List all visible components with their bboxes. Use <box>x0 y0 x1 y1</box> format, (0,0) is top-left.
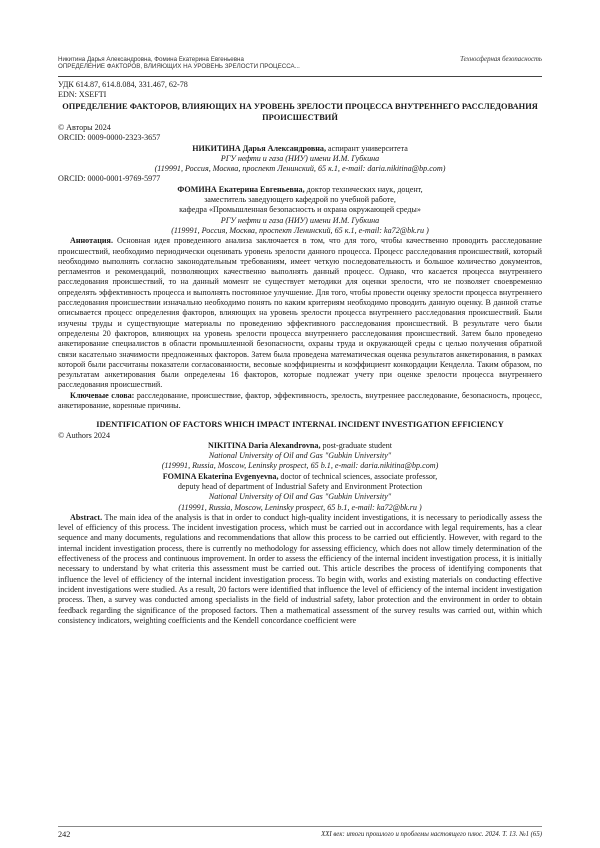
ru-abstract <box>58 236 542 390</box>
ru-author-2 <box>58 185 542 195</box>
en-author-2-position: deputy head of department of Industrial Safety and Environment Protection <box>177 482 423 491</box>
ru-author-1-org: РГУ нефти и газа (НИУ) имени И.М. Губкина <box>220 153 380 163</box>
en-author-2-role: doctor of technical sciences, associate professor, <box>278 471 438 481</box>
en-abstract-text: The main idea of the analysis is that in order to conduct high-quality incident investigations, it is necessary to periodically assess the level of efficiency of this process. The incident investigation process, which must be carried out in accordance with legal requirements, has a clear sequence and many documents, regulations and recommendations that allow this process to be carried out efficiently. However, with regard to the internal incident investigation process, there is currently no methodology for assessing efficiency, which does not allow timely determination of the effectiveness of the process and continuous improvement. In order to assess the efficiency of the internal incident investigation process, it is initially necessary to understand by what criteria this assessment must be carried out. This article describes the process of identifying components that influence the level of efficiency of the internal incident investigation process. To begin with, works and existing materials on conducting effective incident investigations were studied. As a result, 20 factors were identified that influence the level of efficiency of the internal incident investigation process. Then, a survey was conducted among specialists in the field of industrial safety, labor protection and the environment in order to obtain feedback regarding the significance of the proposed factors. Then a mathematical assessment of the survey results was carried out, within which consistency indicators, weighting coefficients and the Kendell concordance coefficient were <box>58 512 542 625</box>
en-abstract-label: Abstract. <box>70 512 103 522</box>
ru-abstract-text: Основная идея проведенного анализа заключается в том, что для того, чтобы качественно проводить расследование происшествий, необходимо периодически оценивать уровень зрелости данного процесса. Процесс расследования происшествий, который необходимо выполнять согласно законодательным требованиям, имеет четкую последовательность и большое количество документов, регламентов и рекомендаций, позволяющих качественно выполнять данный процесс. Однако, что касается процесса внутреннего расследования происшествий, то на данный момент не существует методики для оценки зрелости, что не позволяет своевременно определять эффективность процесса и выполнять постоянное улучшение. Для того, чтобы провести оценку зрелости процесса внутреннего расследования происшествии изначально необходимо понять по каким критериям необходимо проводить данную оценку. В данной статье описывается процесс определения факторов, влияющих на уровень зрелости процесса внутреннего расследования происшествий. Были изучены труды и существующие материалы по проведению эффективного расследования происшествий. В результате чего были определены 20 факторов, влияющих на уровень зрелости процесса внутреннего расследования происшествий. Затем было проведено анкетирование специалистов в области промышленной безопасности, охраны труда и окружающей среды с целью получения обратной связи касательно значимости предложенных факторов. Затем была проведена математическая оценка результатов анкетирования, в рамках которой были рассчитаны показатели согласованности, весовые коэффициенты и коэффициент конкордации Кенделла. Таким образом, по результатам анкетирования были определены 16 факторов, которые подлежат учету при оценке зрелости процесса внутреннего расследования происшествий. <box>58 236 542 390</box>
en-abstract <box>58 513 542 626</box>
edn-code: EDN: XSEFTI <box>58 90 107 100</box>
en-author-2-name: FOMINA Ekaterina Evgenyevna, <box>162 471 279 481</box>
ru-title: ОПРЕДЕЛЕНИЕ ФАКТОРОВ, ВЛИЯЮЩИХ НА УРОВЕНЬ ЗРЕЛОСТИ ПРОЦЕССА ВНУТРЕННЕГО РАССЛЕДОВАНИЯ ПРОИСШЕСТВИЙ <box>62 101 538 122</box>
ru-abstract-label: Аннотация. <box>70 236 113 246</box>
header-authors: Никитина Дарья Александровна, Фомина Екатерина Евгеньевна <box>58 56 244 63</box>
en-author-1-org: National University of Oil and Gas "Gubkin University" <box>208 451 392 461</box>
ru-orcid-1: ORCID: 0009-0000-2323-3657 <box>58 133 161 143</box>
en-author-2-address: (119991, Russia, Moscow, Leninsky prospect, 65 b.1, e-mail: ka72@bk.ru ) <box>178 502 422 512</box>
ru-author-1-role: аспирант университета <box>326 143 408 153</box>
header-section: Техносферная безопасность <box>460 56 542 63</box>
en-author-2-org: National University of Oil and Gas "Gubkin University" <box>208 492 392 502</box>
journal-citation: XXI век: итоги прошлого и проблемы настоящего плюс. 2024. Т. 13. №1 (65) <box>321 831 542 838</box>
ru-author-2-name: ФОМИНА Екатерина Евгеньевна, <box>177 184 305 194</box>
ru-author-2-department: кафедра «Промышленная безопасность и охрана окружающей среды» <box>179 205 421 215</box>
running-header <box>58 56 542 74</box>
page-number: 242 <box>58 830 71 839</box>
ru-orcid-2: ORCID: 0000-0001-9769-5977 <box>58 174 161 184</box>
ru-author-2-position: заместитель заведующего кафедрой по учебной работе, <box>204 195 396 205</box>
ru-author-1-name: НИКИТИНА Дарья Александровна, <box>192 143 326 153</box>
header-divider <box>58 76 542 77</box>
ru-author-1 <box>58 144 542 154</box>
footer-divider <box>58 826 542 827</box>
ru-author-2-org: РГУ нефти и газа (НИУ) имени И.М. Губкина <box>220 215 380 225</box>
ru-author-1-address: (119991, Россия, Москва, проспект Ленинский, 65 к.1, e-mail: daria.nikitina@bp.com) <box>154 164 446 174</box>
ru-keywords <box>58 391 542 412</box>
ru-author-2-role: доктор технических наук, доцент, <box>304 184 423 194</box>
header-left <box>58 56 388 71</box>
ru-keywords-label: Ключевые слова: <box>70 390 135 400</box>
udk-code: УДК 614.87, 614.8.084, 331.467, 62-78 <box>58 80 188 89</box>
en-author-1-name: NIKITINA Daria Alexandrovna, <box>208 440 321 450</box>
ru-copyright: © Авторы 2024 <box>58 123 111 132</box>
en-author-1 <box>58 441 542 451</box>
en-author-1-address: (119991, Russia, Moscow, Leninsky prospect, 65 b.1, e-mail: daria.nikitina@bp.com) <box>161 461 439 471</box>
en-author-2 <box>58 472 542 482</box>
ru-keywords-text: расследование, происшествие, фактор, эффективность, зрелость, внутреннее расследование, безопасность, процесс, анкетирование, коренные причины. <box>58 390 542 411</box>
en-title: IDENTIFICATION OF FACTORS WHICH IMPACT INTERNAL INCIDENT INVESTIGATION EFFICIENCY <box>96 420 504 430</box>
ru-author-2-address: (119991, Россия, Москва, проспект Ленинский, 65 к.1, e-mail: ka72@bk.ru ) <box>171 225 429 235</box>
en-copyright: © Authors 2024 <box>58 430 111 440</box>
header-title: ОПРЕДЕЛЕНИЕ ФАКТОРОВ, ВЛИЯЮЩИХ НА УРОВЕНЬ ЗРЕЛОСТИ ПРОЦЕССА... <box>58 63 300 71</box>
article-body <box>58 80 542 626</box>
en-author-1-role: post-graduate student <box>320 440 392 450</box>
language-gap <box>58 411 542 419</box>
